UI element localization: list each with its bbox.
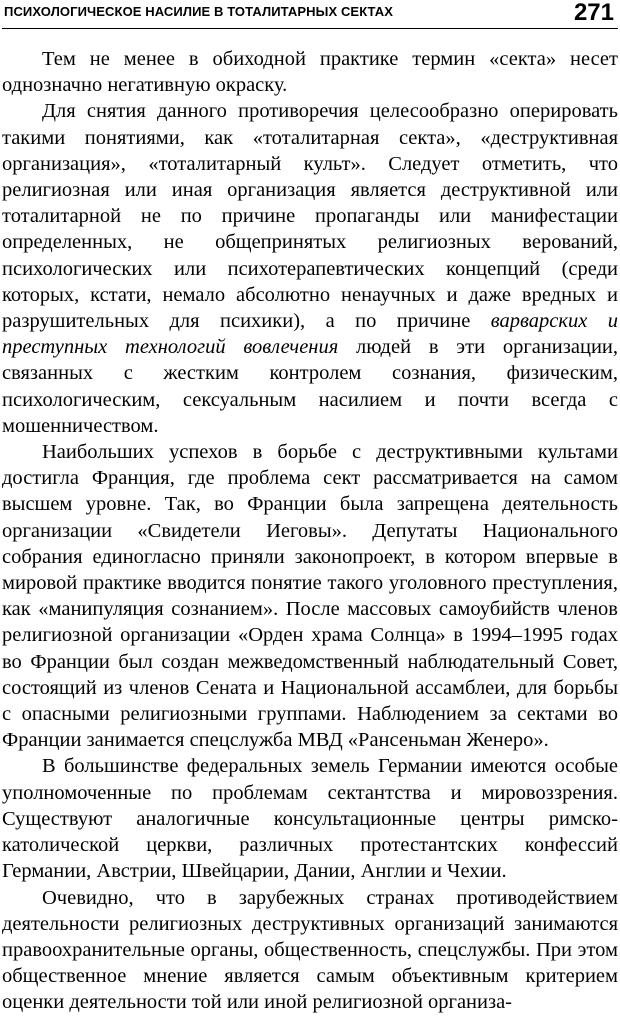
body-text <box>2 46 618 1016</box>
paragraph: Тем не менее в обиходной практике термин «секта» несет однозначно негативную окраску. <box>2 48 618 97</box>
running-header <box>2 0 618 29</box>
paragraph: Наибольших успехов в борьбе с деструктивными культами достигла Франция, где проблема сект рассматривается на самом высшем уровне. Так, во Франции была запрещена деятельность организации «Свидетели Иеговы». Депутаты Национального собрания единогласно приняли законопроект, в котором впервые в мировой практике вводится понятие такого уголовного преступления, как «манипуляция сознанием». После массовых самоубийств членов религиозной организации «Орден храма Солнца» в 1994–1995 годах во Франции был создан межведомственный наблюдательный Совет, состоящий из членов Сената и Национальной ассамблеи, для борьбы с опасными религиозными группами. Наблюдением за сектами во Франции занимается спецслужба МВД «Рансеньман Женеро». <box>2 441 618 752</box>
paragraph: В большинстве федеральных земель Германии имеются особые уполномоченные по проблемам сектантства и мировоззрения. Существуют аналогичные консультационные центры римско-католической церкви, различных протестантских конфессий Германии, Австрии, Швейцарии, Дании, Англии и Чехии. <box>2 755 618 883</box>
paragraph <box>2 98 618 439</box>
running-title: ПСИХОЛОГИЧЕСКОЕ НАСИЛИЕ В ТОТАЛИТАРНЫХ СЕКТАХ <box>4 4 394 19</box>
page-number: 271 <box>573 0 614 26</box>
paragraph-text: Для снятия данного противоречия целесообразно оперировать такими понятиями, как «тоталитарная секта», «деструктивная организация», «тоталитарный культ». Следует отметить, что религиозная или иная организация является деструктивной или тоталитарной не по причине пропаганды или манифестации определенных, не общепринятых религиозных верований, психологических или психотерапевтических концепций (среди которых, кстати, немало абсолютно ненаучных и даже вредных и разрушительных для психики), а по причине <box>2 100 618 333</box>
paragraph-text: людей в эти организации, связанных с жестким контролем сознания, физическим, психологическим, сексуальным насилием и почти всегда с мошенничеством. <box>2 336 619 437</box>
emphasized-text: варварских и преступных технологий вовлечения <box>2 310 618 359</box>
paragraph: Очевидно, что в зарубежных странах противодействием деятельности религиозных деструктивных организаций занимаются правоохранительные органы, общественность, спецслужбы. При этом общественное мнение является самым объективным критерием оценки деятельности той или иной религиозной организа- <box>2 886 618 1014</box>
